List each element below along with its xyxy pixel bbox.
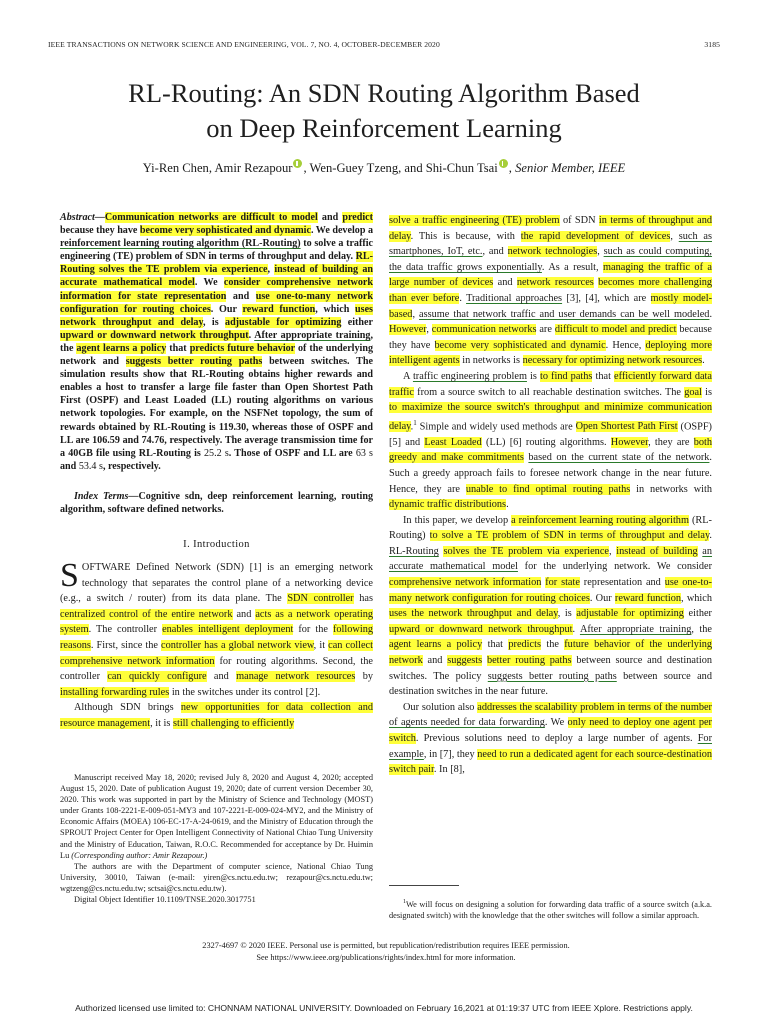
- body-text: ,: [412, 308, 420, 320]
- highlight: reward function: [614, 592, 682, 604]
- highlight: However: [389, 324, 427, 336]
- highlight: in terms of throughput and delay: [389, 215, 712, 242]
- abstract-text: . We: [194, 277, 224, 289]
- highlight: suggests better routing paths: [125, 356, 263, 368]
- underline: based on the current state of the network: [528, 452, 710, 464]
- highlight: future behavior of the underlying network: [389, 639, 712, 667]
- abstract-text: ,: [267, 264, 275, 276]
- abstract-text: and: [317, 212, 343, 223]
- body-text: and: [232, 608, 256, 620]
- abstract-text: , the: [60, 329, 373, 354]
- abstract-text: , which: [315, 303, 356, 315]
- body-text: .: [506, 499, 509, 511]
- underline: suggests better routing paths: [487, 670, 617, 682]
- manuscript-footnote: [60, 772, 373, 905]
- highlight: predicts future behavior: [189, 342, 295, 354]
- body-text: either: [683, 608, 712, 620]
- highlight: network technologies: [507, 246, 598, 258]
- body-text: , which: [681, 592, 712, 604]
- body-text: . The controller: [88, 624, 163, 636]
- body-text: by: [355, 671, 374, 683]
- body-text: , is: [557, 608, 577, 620]
- body-text: that: [592, 370, 614, 382]
- highlight: predicts: [508, 639, 541, 651]
- title-line-1: RL-Routing: An SDN Routing Algorithm Based: [128, 78, 640, 108]
- highlight: centralized control of the entire network: [60, 608, 233, 620]
- orcid-icon[interactable]: [293, 159, 302, 168]
- body-text: Although SDN brings: [74, 702, 181, 714]
- highlight: SDN controller: [287, 593, 354, 605]
- body-text: representation and: [579, 577, 665, 589]
- body-text: [3], [4], which are: [562, 292, 651, 304]
- copyright-notice: [60, 940, 712, 965]
- body-text: in the switches under its control [2].: [169, 686, 321, 698]
- highlight: acts as a network operating system: [60, 608, 373, 636]
- drop-cap: S: [60, 557, 79, 594]
- highlight: instead of building an accurate mathematical model: [60, 264, 374, 289]
- highlight: adjustable for optimizing: [576, 608, 684, 620]
- body-text: ,: [670, 230, 679, 242]
- footnote-text: The authors are with the Department of computer science, National Chiao Tung University, 30010, Taiwan (e-mail: yiren@cs.nctu.edu.tw; rezapour@cs.nctu.edu.tw; wgtzeng@cs.nctu.edu.tw; sctsai@cs.nctu.edu.tw).: [60, 861, 373, 893]
- body-text: ,: [597, 246, 604, 258]
- body-text: for routing algorithms. Second, the controller: [60, 655, 373, 683]
- highlight: can quickly configure: [107, 671, 207, 683]
- abstract-lead: Abstract: [60, 212, 95, 223]
- body-text: In this paper, we develop: [403, 514, 512, 526]
- highlight: only need to deploy one agent per switch: [389, 717, 712, 745]
- highlight: to maximize the source switch's throughput and minimize communication delay: [389, 402, 712, 433]
- body-text: , they are: [648, 436, 694, 448]
- highlight: agent learns a policy: [76, 342, 167, 354]
- body-text: are: [536, 324, 555, 336]
- body-text: in networks is: [459, 355, 523, 367]
- abstract-text: because they have: [60, 225, 140, 237]
- body-text: .: [709, 530, 712, 542]
- abstract-value: 63 s: [355, 447, 373, 459]
- body-text: Our solution also: [403, 701, 478, 713]
- section-heading: I. Introduction: [183, 539, 250, 550]
- highlight: controller has a global network view: [161, 639, 314, 651]
- abstract-text: . We develop a: [310, 225, 373, 237]
- highlight: better routing paths: [486, 655, 572, 667]
- abstract-text: and: [226, 290, 256, 302]
- highlight: Least Loaded: [424, 436, 482, 448]
- highlight: suggests: [447, 655, 483, 667]
- highlight: uses the network throughput and delay: [389, 608, 558, 620]
- body-text: , in [7], they: [423, 748, 478, 760]
- highlight: managing the traffic of a large number of devices: [389, 261, 712, 289]
- highlight: instead of building: [616, 545, 698, 557]
- body-text: from a source switch to all reachable destination switches. The: [413, 386, 685, 398]
- highlight: for state: [545, 577, 580, 589]
- highlight: can collect comprehensive network information: [60, 639, 373, 667]
- abstract-text: and: [60, 460, 79, 472]
- highlight: RL-Routing solves the TE problem via experience: [60, 251, 373, 276]
- body-text: (RL-Routing): [389, 514, 712, 542]
- abstract: [60, 211, 373, 473]
- body-text: in networks with: [630, 483, 712, 495]
- author-sep: ,: [508, 161, 516, 175]
- highlight: use one-to-many network configuration for routing choices: [60, 290, 374, 315]
- body-text: . This is because, with: [410, 230, 521, 242]
- body-text: the: [540, 639, 565, 651]
- intro-right: [389, 213, 712, 778]
- body-text: . Such a greedy approach fails to foresee network change in the near future. Hence, they are: [389, 452, 712, 495]
- highlight: need to run a dedicated agent for each source-destination switch pair: [389, 748, 712, 776]
- abstract-text: between switches. The simulation results show that RL-Routing obtains higher rewards and enables a host to transfer a large file faster than Open Shortest Path First (OSPF) and Least Loaded (LL) routing algorithms on various network topologies. For example, on the NSFNet topology, the sum of rewards obtained by RL-Routing is 119.30, whereas those of OSPF and LL are 106.59 and 74.76, respectively. The average transmission time for a 40GB file using RL-Routing is: [60, 356, 373, 459]
- abstract-text: that: [166, 342, 190, 354]
- orcid-icon[interactable]: [499, 159, 508, 168]
- abstract-value: 53.4 s: [78, 460, 103, 472]
- paper-title: [40, 76, 728, 146]
- underline: reinforcement learning routing algorithm (RL-Routing): [60, 238, 301, 250]
- highlight: difficult to model and predict: [554, 324, 677, 336]
- body-text: .: [410, 421, 414, 433]
- highlight: deploying more intelligent agents: [389, 339, 712, 367]
- body-text: . In [8],: [433, 764, 465, 776]
- body-text: and: [493, 277, 517, 289]
- body-text: . As a result,: [541, 261, 604, 273]
- highlight: network resources: [516, 277, 594, 289]
- highlight: becomes more challenging than ever before: [389, 277, 713, 304]
- underline: After appropriate training: [254, 329, 371, 341]
- body-text: OFTWARE Defined Network (SDN) [1] is an emerging network technology that separates the control plane of a networking device (e.g., a switch / router) from its data plane. The: [60, 562, 373, 605]
- body-text: ,: [426, 324, 432, 336]
- body-text: . Hence,: [605, 339, 646, 351]
- underline: such as smartphones, IoT, etc.: [389, 230, 712, 258]
- index-terms: [60, 490, 373, 516]
- body-text: , and: [482, 246, 508, 258]
- footnote-rule: [389, 885, 459, 886]
- body-text: for the: [293, 624, 333, 636]
- highlight: both greedy and make commitments: [389, 436, 713, 464]
- highlight: new opportunities for data collection and resource management: [60, 702, 373, 729]
- abstract-value: 25.2 s: [204, 447, 229, 459]
- body-text: . We: [544, 717, 568, 729]
- highlight: the rapid development of devices: [520, 230, 671, 242]
- body-text: of SDN: [559, 215, 599, 226]
- abstract-text: .: [248, 329, 255, 341]
- highlight: necessary for optimizing network resources: [522, 355, 703, 367]
- journal-name: IEEE TRANSACTIONS ON NETWORK SCIENCE AND ENGINEERING, VOL. 7, NO. 4, OCTOBER-DECEMBER 2020: [48, 40, 440, 49]
- footnote-mark[interactable]: 1: [413, 418, 417, 427]
- body-text: (LL) [6] routing algorithms.: [481, 436, 611, 448]
- doi-text: Digital Object Identifier 10.1109/TNSE.2020.3017751: [74, 895, 256, 905]
- footnote-text: We will focus on designing a solution for forwarding data traffic of a source switch (a.k.a. designated switch) with the knowledge that the other switches will follow a similar approach.: [389, 899, 712, 920]
- abstract-text: of the underlying network and: [60, 342, 373, 368]
- highlight: adjustable for optimizing: [225, 316, 342, 328]
- body-text: and: [422, 655, 448, 667]
- author-names-1: Yi-Ren Chen, Amir Rezapour: [142, 161, 293, 175]
- body-text: and: [206, 671, 237, 683]
- underline: an accurate mathematical model: [389, 545, 713, 573]
- rights-link[interactable]: See https://www.ieee.org/publications/rights/index.html for more information.: [256, 953, 516, 963]
- highlight: consider comprehensive network information for state representation: [60, 277, 373, 302]
- highlight: predict: [342, 212, 373, 223]
- body-text: between source and destination switches in the near future.: [389, 670, 712, 698]
- title-line-2: on Deep Reinforcement Learning: [206, 113, 562, 143]
- highlight: following reasons: [60, 624, 373, 651]
- abstract-text: , respectively.: [102, 460, 161, 472]
- highlight: upward or downward network throughput: [60, 329, 249, 341]
- body-text: A: [403, 370, 413, 382]
- highlight: to solve a TE problem of SDN in terms of throughput and delay: [429, 530, 710, 542]
- body-text: ,: [608, 545, 617, 557]
- abstract-text: either: [341, 316, 373, 328]
- highlight: become very sophisticated and dynamic: [139, 225, 311, 237]
- highlight: Open Shortest Path First: [575, 421, 678, 433]
- abstract-text: —: [94, 212, 105, 223]
- body-text: that: [482, 639, 509, 651]
- footnote-text: (Corresponding author: Amir Rezapour.): [71, 850, 208, 860]
- author-list: [40, 159, 728, 176]
- highlight: solve a traffic engineering (TE) problem: [389, 215, 560, 226]
- underline: assume that network traffic and user demands can be well modeled: [419, 308, 710, 320]
- abstract-text: to solve a traffic engineering (TE) problem of SDN in terms of throughput and delay.: [60, 238, 373, 263]
- body-text: . Previous solutions need to deploy a large number of agents.: [415, 733, 698, 745]
- body-text: for the underlying network. We consider: [517, 561, 712, 573]
- footnote-text: Manuscript received May 18, 2020; revised July 8, 2020 and August 4, 2020; accepted August 15, 2020. Date of publication August 19, 2020; date of current version December 30, 2020. This work was supported in part by the Ministry of Science and Technology (MOST) under Grants 108-2221-E-009-051-MY3 and 107-2221-E-009-024-MY2, and the Ministry of Economic Affairs (MOEA) 106-EC-17-A-24-0619, and the Ministry of Education through the SPROUT Project Center for Open Intelligent Connectivity of National Chiao Tung University and the Ministry of Education, Taiwan, R.O.C. Recommended for acceptance by Dr. Huimin Lu: [60, 773, 373, 860]
- body-text: is: [526, 370, 540, 382]
- highlight: a reinforcement learning routing algorithm: [511, 514, 689, 526]
- highlight: become very sophisticated and dynamic: [434, 339, 606, 351]
- highlight: enables intelligent deployment: [162, 624, 294, 636]
- highlight: unable to find optimal routing paths: [465, 483, 631, 495]
- page-number: 3185: [704, 40, 720, 49]
- highlight: use one-to-many network configuration for routing choices: [389, 577, 712, 604]
- body-text: , the: [691, 623, 712, 635]
- footnote-mark: 1: [403, 899, 406, 905]
- body-text: . First, since the: [90, 639, 162, 651]
- highlight: still challenging to efficiently: [172, 717, 295, 729]
- body-text: .: [709, 308, 713, 320]
- author-membership: Senior Member, IEEE: [515, 161, 626, 175]
- index-terms-lead: Index Terms: [74, 491, 129, 502]
- running-head: [48, 40, 720, 54]
- highlight: dynamic traffic distributions: [389, 499, 507, 511]
- highlight: communication networks: [431, 324, 537, 336]
- highlight: solves the TE problem via experience: [443, 545, 609, 557]
- underline: traffic engineering problem: [412, 370, 527, 382]
- highlight: installing forwarding rules: [60, 686, 170, 698]
- body-text: (OSPF) [5] and: [389, 421, 712, 448]
- highlight: addresses the scalability problem in terms of the number: [477, 701, 712, 713]
- highlight: However: [610, 436, 649, 448]
- underline: RL-Routing: [389, 545, 439, 557]
- abstract-text: . Our: [210, 303, 243, 315]
- license-notice: Authorized licensed use limited to: CHONNAM NATIONAL UNIVERSITY. Downloaded on February 16,2021 at 01:19:37 UTC from IEEE Xplore. Restrictions apply.: [75, 1003, 693, 1013]
- underline: such as could computing, the data traffic grows exponentially: [389, 246, 713, 273]
- body-text: , it: [313, 639, 329, 651]
- footnote-1: [389, 897, 712, 921]
- copyright-line: 2327-4697 © 2020 IEEE. Personal use is permitted, but republication/redistribution requires IEEE permission.: [202, 941, 570, 950]
- highlight: reward function: [242, 303, 316, 315]
- highlight: upward or downward network throughput: [389, 623, 573, 635]
- body-text: , it is: [150, 717, 173, 729]
- body-text: .: [702, 355, 705, 367]
- body-text: . Our: [589, 592, 615, 604]
- highlight: comprehensive network information: [389, 577, 542, 589]
- highlight: agent learns a policy: [389, 639, 483, 651]
- body-text: between source and destination switches. The policy: [389, 655, 712, 682]
- author-names-2: , Wen-Guey Tzeng, and Shi-Chun Tsai: [303, 161, 498, 175]
- body-text: .: [572, 623, 580, 635]
- highlight: efficiently forward data traffic: [389, 370, 712, 398]
- abstract-text: , is: [202, 316, 226, 328]
- body-text: because they have: [389, 324, 712, 351]
- highlight: Communication networks are difficult to model: [104, 212, 318, 223]
- highlight: manage network resources: [236, 671, 356, 683]
- body-text: Simple and widely used methods are: [416, 421, 576, 433]
- highlight: uses network throughput and delay: [60, 303, 373, 328]
- body-text: is: [701, 386, 712, 398]
- underline: After appropriate training: [579, 623, 692, 635]
- underline: For example: [389, 733, 712, 760]
- underline: of agents needed for data forwarding: [389, 717, 545, 729]
- body-text: .: [459, 292, 467, 304]
- index-terms-text: —Cognitive sdn, deep reinforcement learning, routing algorithm, software defined networks.: [60, 491, 373, 516]
- underline: Traditional approaches: [466, 292, 563, 304]
- highlight: to find paths: [539, 370, 593, 382]
- highlight: goal: [684, 386, 702, 398]
- intro-left: [60, 557, 374, 732]
- highlight: mostly model-based: [389, 292, 713, 320]
- body-text: has: [353, 593, 373, 605]
- abstract-text: . Those of OSPF and LL are: [228, 447, 356, 459]
